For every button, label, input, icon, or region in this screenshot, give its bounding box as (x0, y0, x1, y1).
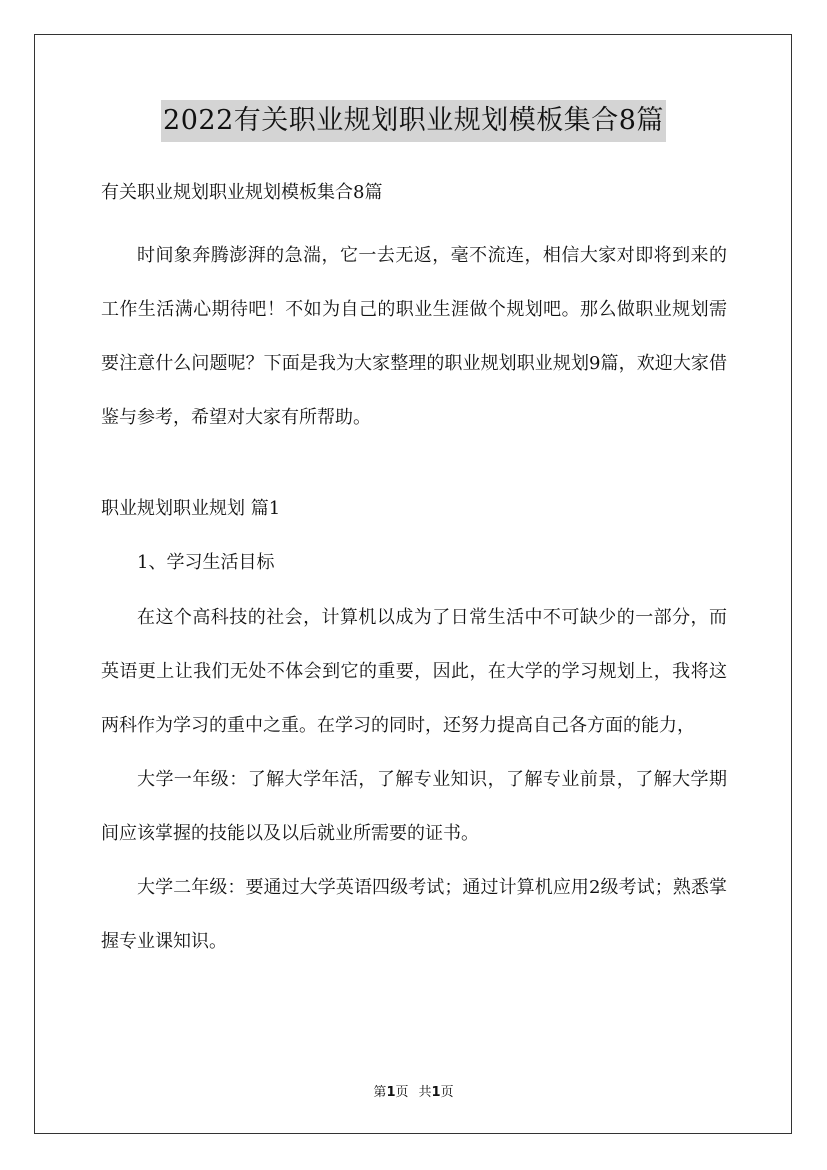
spacer (101, 527, 727, 545)
page-prefix: 第 (373, 1085, 387, 1100)
document-body (101, 175, 727, 969)
page-current: 1 (386, 1085, 396, 1100)
body-paragraph-3: 大学二年级：要通过大学英语四级考试；通过计算机应用2级考试；熟悉掌握专业课知识。 (101, 877, 727, 952)
spacer (101, 211, 727, 229)
title-container (0, 100, 827, 142)
body-paragraph-2: 大学一年级：了解大学年活，了解专业知识，了解专业前景，了解大学期间应该掌握的技能以及以后就业所需要的证书。 (101, 769, 727, 844)
item-heading: 1、学习生活目标 (137, 552, 275, 573)
page-suffix: 页 (395, 1085, 409, 1100)
total-prefix: 共 (418, 1085, 432, 1100)
spacer (101, 581, 727, 591)
page-total: 1 (431, 1085, 441, 1100)
total-suffix: 页 (440, 1085, 454, 1100)
document-subtitle: 有关职业规划职业规划模板集合8篇 (101, 182, 383, 203)
body-paragraph-1: 在这个高科技的社会，计算机以成为了日常生活中不可缺少的一部分，而英语更上让我们无处不体会到它的重要，因此，在大学的学习规划上，我将这两科作为学习的重中之重。在学习的同时，还努力提高自己各方面的能力， (101, 607, 727, 736)
intro-paragraph: 时间象奔腾澎湃的急湍，它一去无返，毫不流连，相信大家对即将到来的工作生活满心期待吧！不如为自己的职业生涯做个规划吧。那么做职业规划需要注意什么问题呢？下面是我为大家整理的职业规划职业规划9篇，欢迎大家借鉴与参考，希望对大家有所帮助。 (101, 245, 727, 428)
document-title: 2022有关职业规划职业规划模板集合8篇 (161, 100, 666, 142)
page-footer (0, 1084, 827, 1102)
section-heading: 职业规划职业规划 篇1 (101, 498, 281, 519)
